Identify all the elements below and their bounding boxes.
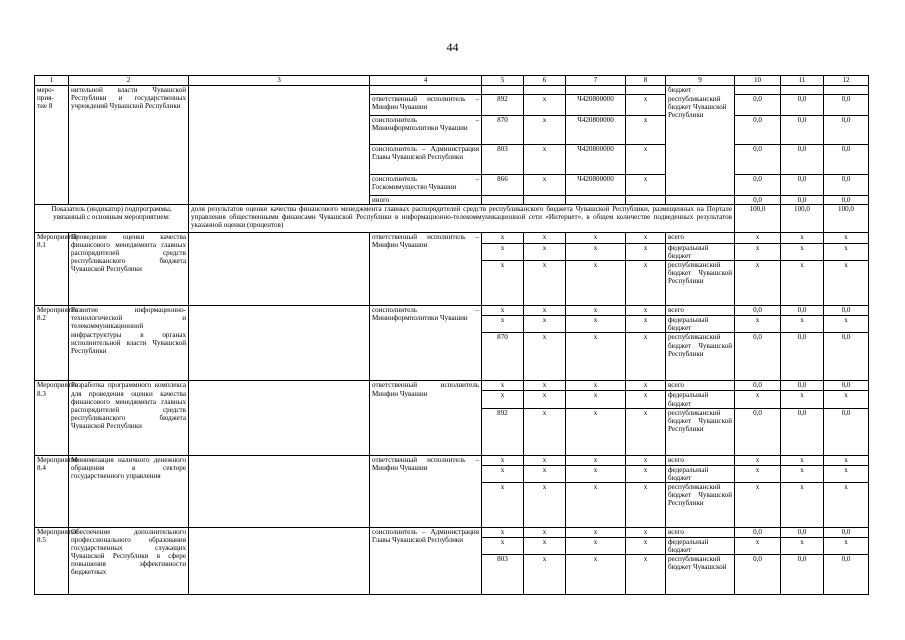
code-cell: x <box>566 408 626 455</box>
program-table <box>34 75 869 595</box>
value-cell: 0,0 <box>735 116 781 145</box>
funding-source: бюджет <box>666 86 735 95</box>
value-cell: x <box>781 537 824 554</box>
value-cell: x <box>824 316 869 333</box>
executor-cell: соисполнитель – Администрация Главы Чувашской Республики <box>370 527 482 594</box>
activity-description: Развитие информационно-технологической и телекоммуникационной инфраструктуры в органах исполнительной власти Чувашской Республики <box>69 306 189 381</box>
code-cell: 866 <box>482 175 524 196</box>
indicator-label: Показатель (индикатор) подпрограммы, увязанный с основным мероприятием: <box>35 205 189 233</box>
code-cell: x <box>524 391 566 408</box>
value-cell: x <box>824 537 869 554</box>
value-cell: 0,0 <box>735 175 781 196</box>
code-cell: x <box>626 306 666 316</box>
activity-description: Проведение оценки качества финансового менеджмента главных распорядителей средств республиканского бюджета Чувашской Республики <box>69 233 189 306</box>
indicator-row <box>35 205 869 233</box>
value-cell: x <box>781 261 824 306</box>
value-cell: x <box>824 391 869 408</box>
code-cell: 870 <box>482 333 524 381</box>
value-cell: x <box>781 482 824 527</box>
code-cell: x <box>524 381 566 391</box>
code-cell: x <box>524 408 566 455</box>
value-cell: 0,0 <box>824 196 869 205</box>
value-cell: 0,0 <box>735 196 781 205</box>
executor-cell: ответственный исполнитель – Минфин Чувашии <box>370 95 482 116</box>
value-cell: x <box>735 391 781 408</box>
value-cell: 0,0 <box>735 527 781 537</box>
code-cell: x <box>626 333 666 381</box>
code-cell: 803 <box>482 145 524 175</box>
activity-description: Обеспечение дополнительного профессионального образования государственных служащих Чувашской Республики в сфере повышения эффективности бюджетных <box>69 527 189 594</box>
code-cell <box>524 86 566 95</box>
funding-source: всего <box>666 306 735 316</box>
indicator-text: доля результатов оценки качества финансового менеджмента главных распорядителей средств республиканского бюджета Чувашской Республики, размещенных на Портале управления общественными финансами Чувашской Республики в информационно-телекоммуникационной сети «Интернет», в общем количестве подведенных результатов указанной оценки (процентов) <box>189 205 735 233</box>
column-header: 3 <box>189 76 370 86</box>
funding-source: федеральный бюджет <box>666 537 735 554</box>
value-cell: x <box>735 537 781 554</box>
code-cell: x <box>626 261 666 306</box>
value-cell: x <box>735 316 781 333</box>
funding-source <box>666 196 735 205</box>
executor-cell: иного <box>370 196 482 205</box>
value-cell: 0,0 <box>781 408 824 455</box>
code-cell: x <box>626 527 666 537</box>
code-cell: x <box>482 482 524 527</box>
funding-source: республиканский бюджет Чувашской Республики <box>666 333 735 381</box>
code-cell: x <box>566 306 626 316</box>
value-cell: 0,0 <box>824 116 869 145</box>
executor-cell: ответственный исполнитель – Минфин Чувашии <box>370 455 482 527</box>
code-cell: x <box>626 316 666 333</box>
code-cell: x <box>566 555 626 595</box>
code-cell: x <box>524 316 566 333</box>
code-cell: x <box>524 455 566 465</box>
table-row <box>35 455 869 465</box>
code-cell <box>566 86 626 95</box>
funding-source: республиканский бюджет Чувашской Республики <box>666 408 735 455</box>
code-cell: x <box>482 306 524 316</box>
value-cell: 100,0 <box>824 205 869 233</box>
code-cell: x <box>626 555 666 595</box>
empty-cell <box>189 86 370 205</box>
code-cell: x <box>566 316 626 333</box>
value-cell: 0,0 <box>735 333 781 381</box>
table-row <box>35 86 869 95</box>
code-cell: x <box>566 244 626 261</box>
code-cell: x <box>626 145 666 175</box>
value-cell: x <box>735 233 781 244</box>
code-cell: x <box>626 408 666 455</box>
code-cell: x <box>482 381 524 391</box>
code-cell: x <box>566 391 626 408</box>
column-header: 2 <box>69 76 189 86</box>
value-cell: 0,0 <box>735 555 781 595</box>
code-cell: x <box>566 482 626 527</box>
funding-source: всего <box>666 527 735 537</box>
column-header: 5 <box>482 76 524 86</box>
column-header: 7 <box>566 76 626 86</box>
activity-label: Мероприятие 8.2 <box>35 306 69 381</box>
empty-cell <box>189 233 370 306</box>
code-cell: x <box>524 482 566 527</box>
value-cell: 0,0 <box>735 95 781 116</box>
empty-cell <box>189 527 370 594</box>
code-cell: x <box>626 175 666 196</box>
activity-label: меро- прия- тие 8 <box>35 86 69 205</box>
code-cell: x <box>524 116 566 145</box>
code-cell: Ч420800000 <box>566 175 626 196</box>
code-cell <box>566 196 626 205</box>
executor-cell <box>370 86 482 95</box>
value-cell: x <box>824 455 869 465</box>
code-cell: x <box>482 465 524 482</box>
code-cell <box>626 196 666 205</box>
code-cell: x <box>482 455 524 465</box>
code-cell: x <box>566 381 626 391</box>
value-cell <box>781 86 824 95</box>
value-cell: 0,0 <box>781 306 824 316</box>
code-cell: x <box>524 555 566 595</box>
value-cell: 0,0 <box>824 408 869 455</box>
value-cell: x <box>781 455 824 465</box>
code-cell: x <box>482 537 524 554</box>
value-cell: x <box>781 316 824 333</box>
table-row <box>35 306 869 316</box>
executor-cell: ответственный исполнитель Минфин Чувашии <box>370 381 482 455</box>
code-cell: x <box>626 455 666 465</box>
code-cell: x <box>566 527 626 537</box>
value-cell <box>824 86 869 95</box>
funding-source: федеральный бюджет <box>666 391 735 408</box>
value-cell: 0,0 <box>735 408 781 455</box>
value-cell: 0,0 <box>824 333 869 381</box>
code-cell: x <box>626 95 666 116</box>
code-cell: x <box>626 482 666 527</box>
code-cell: x <box>482 261 524 306</box>
code-cell: x <box>566 465 626 482</box>
value-cell: x <box>781 465 824 482</box>
value-cell: 100,0 <box>781 205 824 233</box>
code-cell: x <box>524 175 566 196</box>
page-number: 44 <box>446 40 459 54</box>
code-cell: x <box>482 244 524 261</box>
executor-cell: соисполнитель – Госкомимущество Чувашии <box>370 175 482 196</box>
funding-source: республиканский бюджет Чувашской <box>666 555 735 595</box>
code-cell: x <box>566 333 626 381</box>
column-header: 8 <box>626 76 666 86</box>
funding-source: федеральный бюджет <box>666 244 735 261</box>
value-cell: 0,0 <box>781 555 824 595</box>
code-cell: x <box>482 316 524 333</box>
empty-cell <box>189 455 370 527</box>
executor-cell: соисполнитель – Администрация Главы Чувашской Республики <box>370 145 482 175</box>
funding-source: республиканский бюджет Чувашской Республики <box>666 482 735 527</box>
value-cell: 0,0 <box>781 145 824 175</box>
code-cell: x <box>626 233 666 244</box>
value-cell: 0,0 <box>781 95 824 116</box>
code-cell: x <box>626 391 666 408</box>
code-cell: x <box>524 244 566 261</box>
code-cell: x <box>524 537 566 554</box>
value-cell: 0,0 <box>781 527 824 537</box>
column-header: 9 <box>666 76 735 86</box>
activity-label: Мероприятие 8.5 <box>35 527 69 594</box>
value-cell: 0,0 <box>735 381 781 391</box>
value-cell: 0,0 <box>735 145 781 175</box>
code-cell: x <box>524 145 566 175</box>
value-cell: x <box>824 465 869 482</box>
code-cell: x <box>626 465 666 482</box>
code-cell: x <box>626 381 666 391</box>
code-cell: x <box>524 527 566 537</box>
table-row <box>35 527 869 537</box>
funding-source: всего <box>666 233 735 244</box>
funding-source: федеральный бюджет <box>666 316 735 333</box>
code-cell: Ч420800000 <box>566 95 626 116</box>
code-cell: 870 <box>482 116 524 145</box>
value-cell: 0,0 <box>781 333 824 381</box>
value-cell: x <box>735 482 781 527</box>
code-cell <box>626 86 666 95</box>
activity-label: Мероприятие 8.3 <box>35 381 69 455</box>
code-cell: 892 <box>482 95 524 116</box>
value-cell: 0,0 <box>781 381 824 391</box>
column-header: 1 <box>35 76 69 86</box>
value-cell <box>735 86 781 95</box>
code-cell <box>482 86 524 95</box>
value-cell: 0,0 <box>781 116 824 145</box>
value-cell: 0,0 <box>781 196 824 205</box>
activity-description: нительной власти Чувашской Республики и государственных учреждений Чувашской Республики <box>69 86 189 205</box>
header-row <box>35 76 869 86</box>
funding-source: всего <box>666 381 735 391</box>
code-cell: Ч420800000 <box>566 145 626 175</box>
value-cell: x <box>824 244 869 261</box>
code-cell: x <box>566 233 626 244</box>
value-cell: x <box>735 465 781 482</box>
code-cell: x <box>626 116 666 145</box>
code-cell: x <box>566 455 626 465</box>
empty-cell <box>189 381 370 455</box>
table-row <box>35 381 869 391</box>
code-cell: x <box>524 95 566 116</box>
activity-description: Разработка программного комплекса для проведения оценки качества финансового менеджмента главных распорядителей средств республиканского бюджета Чувашской Республики <box>69 381 189 455</box>
value-cell: 0,0 <box>824 175 869 196</box>
value-cell: 0,0 <box>824 555 869 595</box>
column-header: 11 <box>781 76 824 86</box>
executor-cell: соисполнитель – Мининформполитики Чувашии <box>370 306 482 381</box>
value-cell: 100,0 <box>735 205 781 233</box>
value-cell: x <box>781 391 824 408</box>
code-cell: x <box>482 233 524 244</box>
code-cell: x <box>482 527 524 537</box>
table-row <box>35 233 869 244</box>
value-cell: x <box>781 233 824 244</box>
activity-label: Мероприятие 8.4 <box>35 455 69 527</box>
code-cell: Ч420800000 <box>566 116 626 145</box>
value-cell: 0,0 <box>735 306 781 316</box>
activity-description: Минимизация наличного денежного обращения в секторе государственного управления <box>69 455 189 527</box>
empty-cell <box>189 306 370 381</box>
column-header: 6 <box>524 76 566 86</box>
code-cell: x <box>524 306 566 316</box>
value-cell: x <box>735 455 781 465</box>
funding-source: республиканский бюджет Чувашской Республики <box>666 261 735 306</box>
code-cell: x <box>566 537 626 554</box>
column-header: 12 <box>824 76 869 86</box>
funding-source: федеральный бюджет <box>666 465 735 482</box>
code-cell: x <box>626 537 666 554</box>
value-cell: x <box>824 482 869 527</box>
code-cell: x <box>524 261 566 306</box>
value-cell: 0,0 <box>824 527 869 537</box>
value-cell: x <box>781 244 824 261</box>
code-cell: 803 <box>482 555 524 595</box>
executor-cell: соисполнитель – Мининформполитики Чувашии <box>370 116 482 145</box>
code-cell: 892 <box>482 408 524 455</box>
value-cell: x <box>735 261 781 306</box>
value-cell: 0,0 <box>824 306 869 316</box>
funding-source: всего <box>666 455 735 465</box>
code-cell: x <box>524 465 566 482</box>
funding-source: республиканский бюджет Чувашской Республики <box>666 95 735 196</box>
code-cell <box>482 196 524 205</box>
code-cell: x <box>524 333 566 381</box>
column-header: 10 <box>735 76 781 86</box>
code-cell: x <box>482 391 524 408</box>
value-cell: x <box>824 261 869 306</box>
code-cell <box>524 196 566 205</box>
code-cell: x <box>626 244 666 261</box>
value-cell: 0,0 <box>824 145 869 175</box>
column-header: 4 <box>370 76 482 86</box>
executor-cell: ответственный исполнитель – Минфин Чувашии <box>370 233 482 306</box>
code-cell: x <box>566 261 626 306</box>
code-cell: x <box>524 233 566 244</box>
activity-label: Мероприятие 8.1 <box>35 233 69 306</box>
value-cell: 0,0 <box>781 175 824 196</box>
value-cell: x <box>824 233 869 244</box>
value-cell: 0,0 <box>824 381 869 391</box>
value-cell: x <box>735 244 781 261</box>
value-cell: 0,0 <box>824 95 869 116</box>
